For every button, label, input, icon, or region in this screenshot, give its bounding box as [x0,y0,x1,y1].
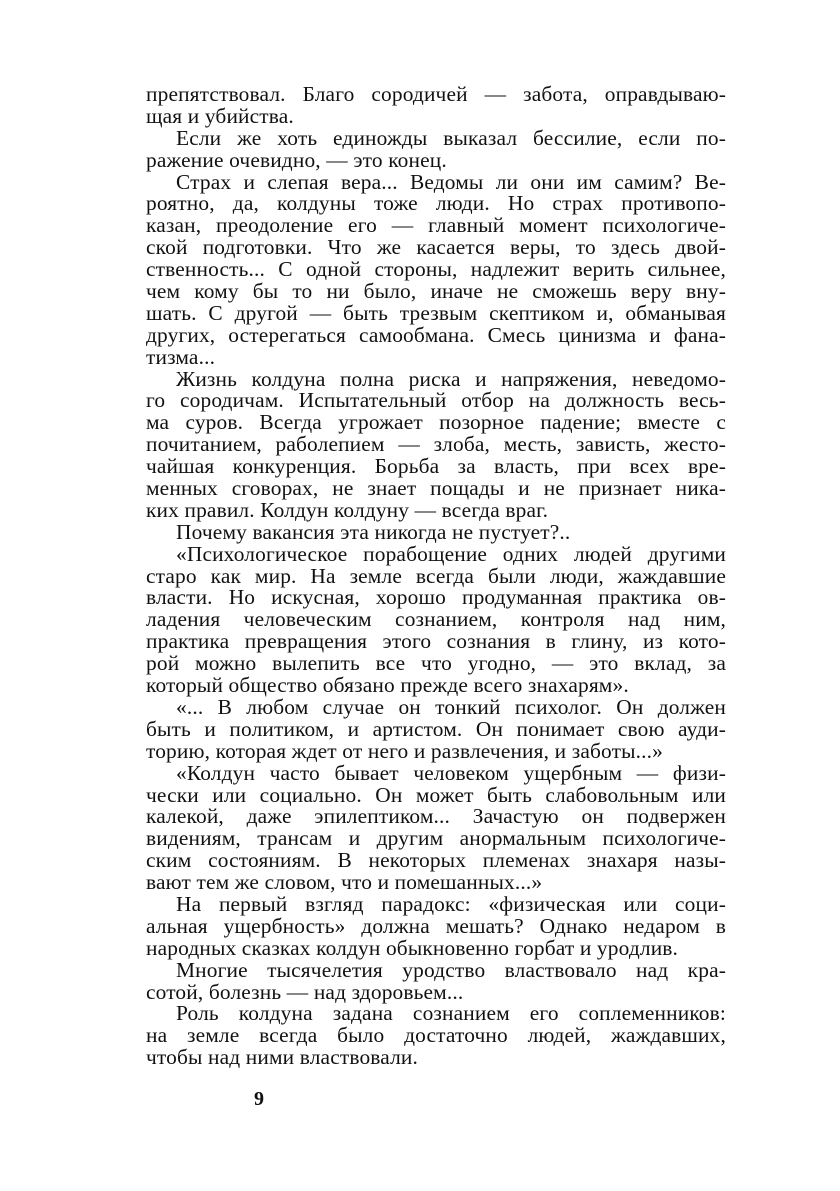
text-line: почитанием, раболепием — злоба, месть, зависть, жесто- [146,432,726,457]
text-line: власти. Но искусная, хорошо продуманная практика ов- [146,585,726,610]
text-line: Многие тысячелетия уродство властвовало над кра- [176,957,726,982]
text-line: чески или социально. Он может быть слабовольным или [146,782,726,807]
text-line: калекой, даже эпилептиком... Зачастую он подвержен [146,804,726,829]
text-line: старо как мир. На земле всегда были люди, жаждавшие [146,563,726,588]
text-line: сотой, болезнь — над здоровьем... [146,979,464,1004]
text-line: го сородичам. Испытательный отбор на должность весь- [146,388,726,413]
text-line: препятствовал. Благо сородичей — забота, оправдываю- [146,82,726,106]
text-line: рой можно вылепить все что угодно, — это вклад, за [146,651,726,676]
text-line: казан, преодоление его — главный момент психологиче- [146,213,726,238]
paragraph [146,694,726,763]
text-line: других, остерегаться самообмана. Смесь цинизма и фана- [146,322,726,347]
paragraph [146,366,726,522]
text-line: ским состояниям. В некоторых племенах знахаря назы- [146,848,726,873]
text-line: ской подготовки. Что же касается веры, то здесь двой- [146,235,726,260]
text-line: торию, которая ждет от него и развлечения, и заботы...» [146,738,663,763]
paragraph [146,169,726,369]
text-line: «Психологическое порабощение одних людей другими [176,541,726,566]
paragraph [146,541,726,698]
text-line: Жизнь колдуна полна риска и напряжения, неведомо- [176,366,726,391]
text-line: чем кому бы то ни было, иначе не сможешь веру вну- [146,279,726,304]
text-line: щая и убийства. [146,103,294,128]
text-line: Страх и слепая вера... Ведомы ли они им самим? Ве- [176,169,726,194]
text-line: видениям, трансам и другим анормальным психологиче- [146,826,726,851]
text-line: Роль колдуна задана сознанием его соплеменников: [176,1001,726,1026]
text-line: ражение очевидно, — это конец. [146,147,447,172]
text-line: «... В любом случае он тонкий психолог. Он должен [176,694,726,719]
text-line: «Колдун часто бывает человеком ущербным — физи- [176,760,726,785]
text-line: ственность... С одной стороны, надлежит верить сильнее, [146,257,726,282]
paragraph [146,1003,726,1069]
text-line: народных сказках колдун обыкновенно горбат и уродлив. [146,935,679,960]
paragraph [146,519,726,544]
text-line: чайшая конкуренция. Борьба за власть, при всех вре- [146,454,726,479]
paragraph [146,957,726,1004]
text-line: тизма... [146,344,216,369]
text-line: ких правил. Колдун колдуну — всегда враг. [146,497,549,522]
text-line: менных сговорах, не знает пощады и не признает ника- [146,476,726,501]
text-line: чтобы над ними властвовали. [146,1045,419,1070]
page-text [146,84,726,1069]
paragraph [146,760,726,895]
text-line: вают тем же словом, что и помешанных...» [146,870,543,895]
paragraph [146,891,726,960]
text-line: который общество обязано прежде всего знахарям». [146,673,629,698]
page-number: 9 [254,1088,264,1110]
text-line: Если же хоть единожды выказал бессилие, если по- [176,125,726,150]
paragraph [146,84,726,128]
text-line: быть и политиком, и артистом. Он понимает свою ауди- [146,716,726,741]
text-line: На первый взгляд парадокс: «физическая или соци- [176,891,726,916]
text-line: Почему вакансия эта никогда не пустует?.. [176,519,571,544]
text-line: роятно, да, колдуны тоже люди. Но страх противопо- [146,191,726,216]
text-line: ладения человеческим сознанием, контроля над ним, [146,607,726,632]
text-line: альная ущербность» должна мешать? Однако недаром в [146,913,726,938]
text-line: ма суров. Всегда угрожает позорное падение; вместе с [146,410,726,435]
paragraph [146,125,726,172]
text-line: на земле всегда было достаточно людей, жаждавших, [146,1023,726,1048]
text-line: практика превращения этого сознания в глину, из кото- [146,629,726,654]
text-line: шать. С другой — быть трезвым скептиком и, обманывая [146,300,726,325]
